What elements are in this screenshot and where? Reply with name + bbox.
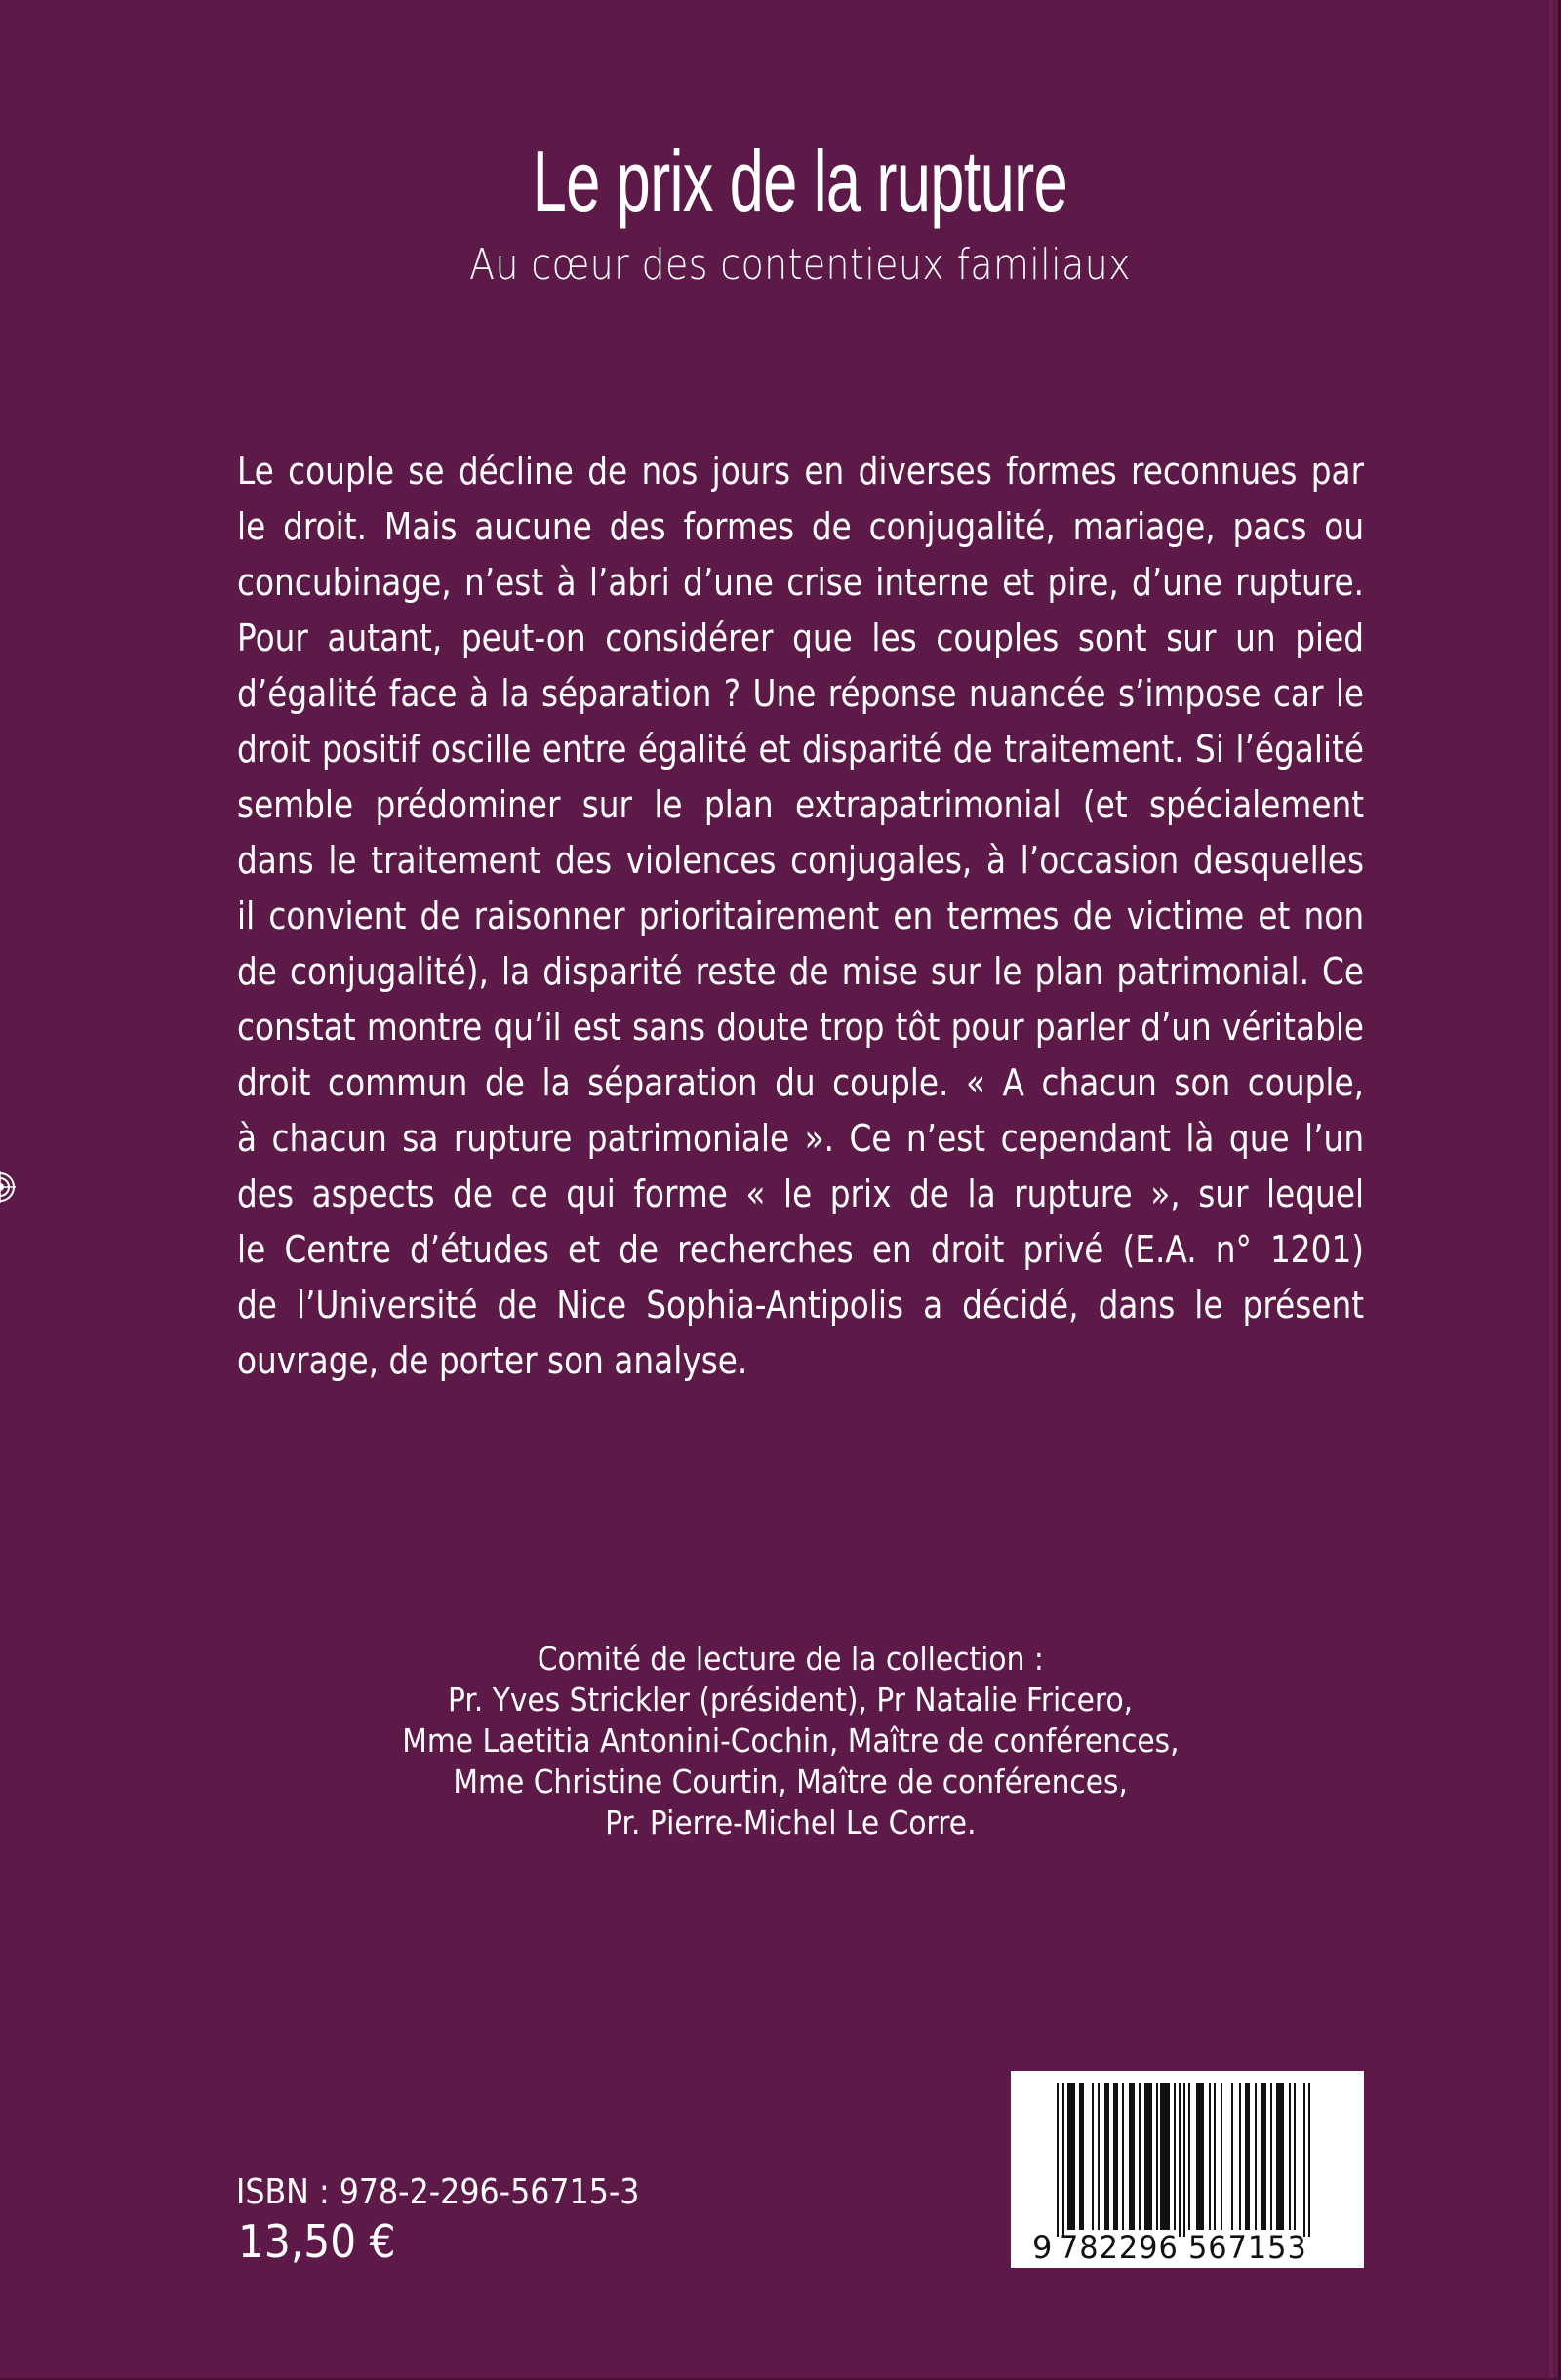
summary-line: constat montre qu’il est sans doute trop tôt pour parler d’un véritable — [237, 1006, 1365, 1049]
summary-line: de l’Université de Nice Sophia-Antipolis a décidé, dans le présent — [237, 1284, 1365, 1327]
summary-line: le Centre d’études et de recherches en droit privé (E.A. n° 1201) — [237, 1228, 1365, 1271]
committee-member: Pr. Yves Strickler (président), Pr Natalie Fricero, — [447, 1681, 1134, 1719]
summary-line: Le couple se décline de nos jours en diverses formes reconnues par — [237, 450, 1365, 493]
summary-line: à chacun sa rupture patrimoniale ». Ce n’est cependant là que l’un — [237, 1117, 1365, 1160]
summary-line: Pour autant, peut-on considérer que les couples sont sur un pied — [237, 616, 1365, 659]
summary-line: de conjugalité), la disparité reste de mise sur le plan patrimonial. Ce — [237, 950, 1365, 993]
right-edge-highlight — [1549, 0, 1553, 2380]
barcode-digit-first: 9 — [1032, 2229, 1053, 2266]
reading-committee — [0, 1639, 1561, 1844]
summary-line: dans le traitement des violences conjugales, à l’occasion desquelles — [237, 839, 1365, 882]
committee-member: Pr. Pierre-Michel Le Corre. — [604, 1804, 977, 1842]
registration-mark-icon — [0, 1171, 16, 1203]
title-block — [0, 133, 1561, 230]
committee-member: Mme Christine Courtin, Maître de conférences, — [453, 1763, 1128, 1801]
summary-line: concubinage, n’est à l’abri d’une crise interne et pire, d’une rupture. — [237, 561, 1365, 604]
book-title: Le prix de la rupture — [532, 133, 1068, 229]
summary-line: des aspects de ce qui forme « le prix de la rupture », sur lequel — [237, 1172, 1365, 1215]
barcode-digits-right: 567153 — [1188, 2229, 1307, 2266]
summary-line: le droit. Mais aucune des formes de conjugalité, mariage, pacs ou — [237, 505, 1365, 548]
subtitle-block — [0, 236, 1561, 295]
barcode-digits-left: 782296 — [1060, 2229, 1179, 2266]
committee-member: Mme Laetitia Antonini-Cochin, Maître de conférences, — [401, 1722, 1180, 1760]
summary-line: ouvrage, de porter son analyse. — [237, 1339, 748, 1382]
isbn-text: ISBN : 978-2-296-56715-3 — [236, 2172, 640, 2212]
summary-line: d’égalité face à la séparation ? Une réponse nuancée s’impose car le — [237, 672, 1365, 715]
back-cover-summary — [237, 444, 1364, 1389]
price-text: 13,50 € — [238, 2215, 396, 2268]
barcode-digits — [1032, 2230, 1344, 2265]
summary-line: droit positif oscille entre égalité et disparité de traitement. Si l’égalité — [237, 728, 1365, 771]
summary-line: semble prédominer sur le plan extrapatrimonial (et spécialement — [237, 783, 1365, 826]
committee-heading: Comité de lecture de la collection : — [537, 1640, 1044, 1678]
book-subtitle: Au cœur des contentieux familiaux — [469, 240, 1131, 290]
summary-line: droit commun de la séparation du couple. « A chacun son couple, — [237, 1061, 1365, 1104]
summary-line: il convient de raisonner prioritairement en termes de victime et non — [237, 894, 1365, 937]
barcode — [1011, 2071, 1364, 2268]
